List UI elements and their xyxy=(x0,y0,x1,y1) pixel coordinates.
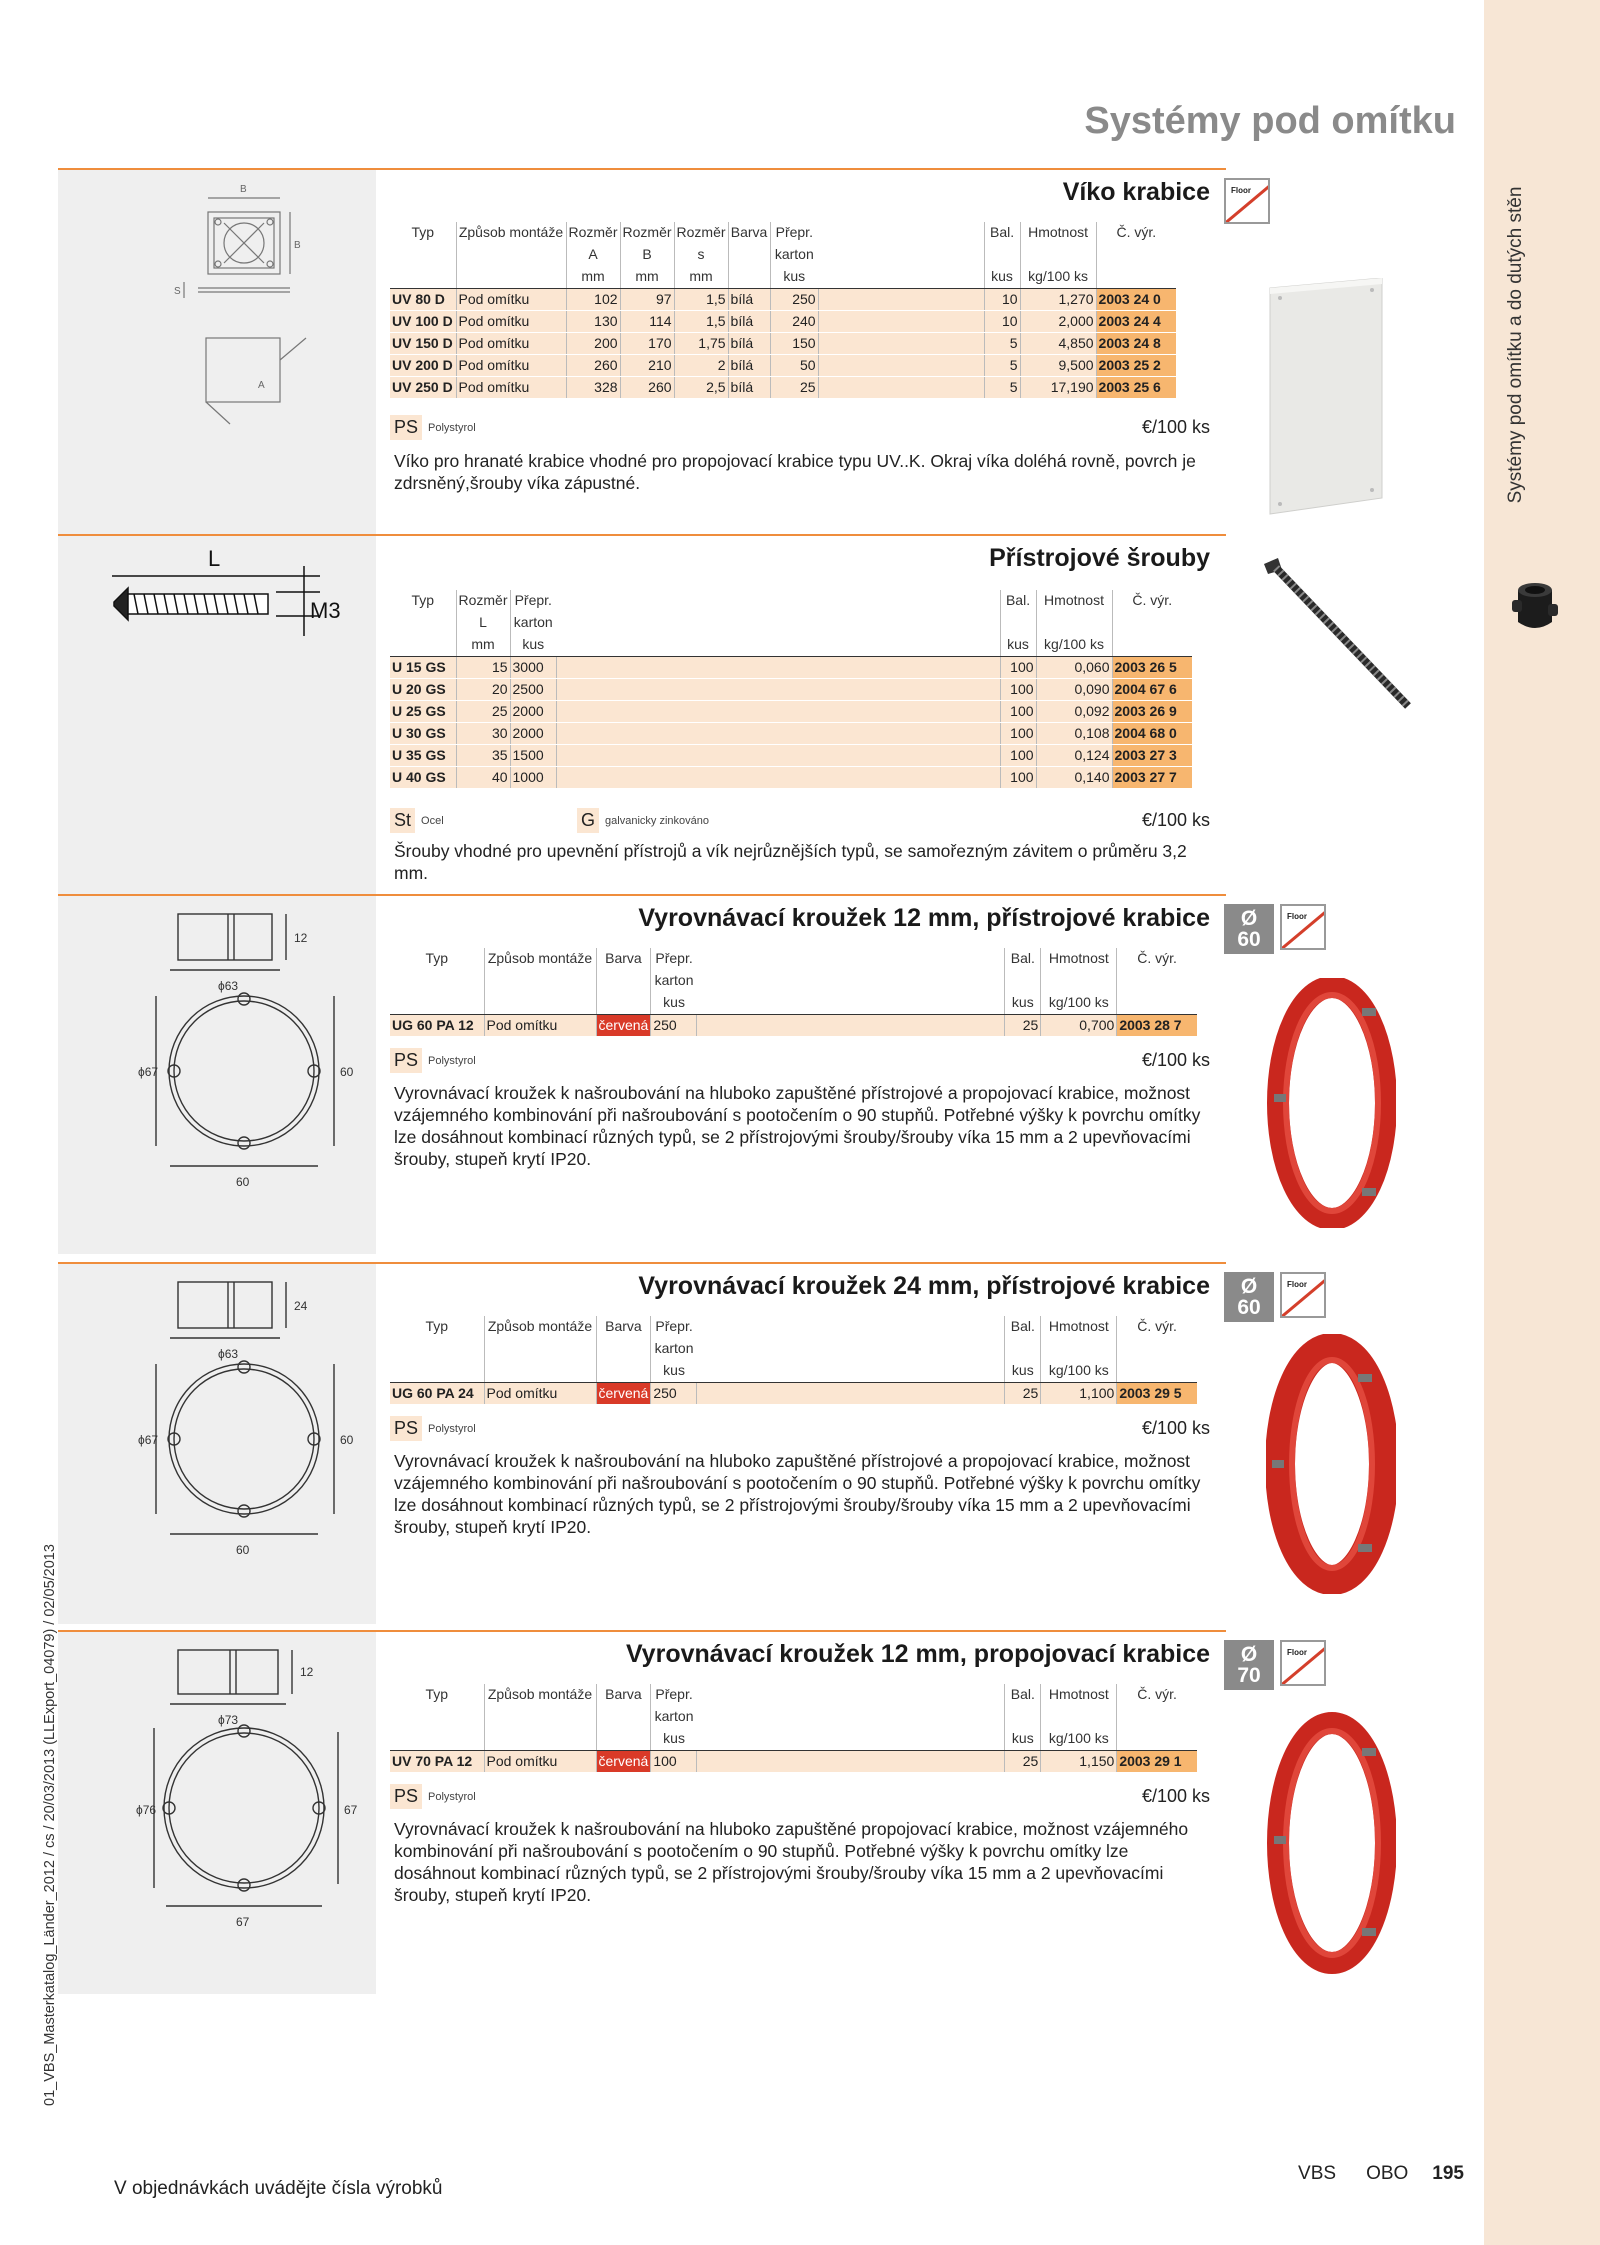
dimension-top: ϕ63 xyxy=(218,979,239,993)
price-unit: €/100 ks xyxy=(1141,1418,1210,1438)
badges xyxy=(1224,178,1270,224)
technical-drawing xyxy=(58,1264,376,1624)
dimension-height: 12 xyxy=(300,1665,314,1679)
col-carton: Přepr. xyxy=(651,948,697,970)
section-title: Přístrojové šrouby xyxy=(989,544,1210,572)
page-header-title: Systémy pod omítku xyxy=(1084,100,1456,142)
material-tag: PS xyxy=(390,1048,422,1073)
technical-drawing xyxy=(58,170,376,536)
table-units-row: mm kus kus kg/100 ks xyxy=(390,634,1192,656)
dimension-height: 24 xyxy=(294,1299,308,1313)
table-row: UV 70 PA 12 Pod omítku červená 100 25 1,150 2003 29 1 xyxy=(390,1750,1197,1772)
product-photo-lid xyxy=(1266,278,1386,518)
floor-line-badge: Floor xyxy=(1280,904,1326,950)
table-units-row: kus kus kg/100 ks xyxy=(390,992,1197,1014)
col-typ: Typ xyxy=(425,950,449,966)
product-photo-screw xyxy=(1258,556,1418,716)
col-color: Barva xyxy=(596,948,651,970)
material-label: Polystyrol xyxy=(428,421,476,434)
section-title: Vyrovnávací kroužek 12 mm, přístrojové krabice xyxy=(638,904,1210,932)
badges xyxy=(1224,904,1326,954)
section-title: Vyrovnávací kroužek 24 mm, přístrojové krabice xyxy=(638,1272,1210,1300)
dimension-bottom: 67 xyxy=(236,1915,250,1929)
dimension-b-side: B xyxy=(294,240,301,251)
price-unit: €/100 ks xyxy=(1141,417,1210,437)
section-title: Vyrovnávací kroužek 12 mm, propojovací krabice xyxy=(625,1640,1210,1668)
col-typ: Typ xyxy=(411,224,435,240)
table-row: UV 80 D Pod omítku 102 97 1,5 bílá 250 10 1,270 2003 24 0 xyxy=(390,288,1176,310)
col-weight: Hmotnost xyxy=(1020,222,1096,244)
table-row: U 25 GS 25 2000 100 0,092 2003 26 9 xyxy=(390,700,1192,722)
table-units-row: kus kus kg/100 ks xyxy=(390,1360,1197,1382)
section-ring-12-junction xyxy=(58,1630,1307,2000)
catalog-reference: 01_VBS_Masterkatalog_Länder_2012 / cs / 20/03/2013 (LLExport_04079) / 02/05/2013 xyxy=(42,1544,58,2106)
spec-table: Typ Způsob montáže Barva Přepr. Bal. Hmotnost Č. výr. karton kus kus kg/100 ks UV 70 PA 12 Pod omítku červená 100 25 1,150 2003 29 1 xyxy=(390,1684,1197,1773)
col-carton: Přepr. xyxy=(651,1684,697,1706)
col-mounting: Způsob montáže xyxy=(456,222,566,244)
col-typ: Typ xyxy=(425,1318,449,1334)
col-mounting: Způsob montáže xyxy=(484,1316,596,1338)
table-units-row: kus kus kg/100 ks xyxy=(390,1728,1197,1750)
floor-line-badge: Floor xyxy=(1280,1272,1326,1318)
col-item-no: Č. výr. xyxy=(1096,222,1176,244)
product-photo-ring xyxy=(1266,1334,1396,1594)
table-row: U 20 GS 20 2500 100 0,090 2004 67 6 xyxy=(390,678,1192,700)
material-label: Polystyrol xyxy=(428,1422,476,1435)
dimension-a: A xyxy=(258,380,265,391)
footer-note: V objednávkách uvádějte čísla výrobků xyxy=(114,2178,443,2199)
col-carton: Přepr. xyxy=(510,590,556,612)
floor-line-badge: Floor xyxy=(1224,178,1270,224)
col-dim-a: Rozměr xyxy=(566,222,620,244)
col-mounting: Způsob montáže xyxy=(484,1684,596,1706)
col-weight: Hmotnost xyxy=(1041,1684,1117,1706)
material-info xyxy=(390,1048,476,1073)
price-unit: €/100 ks xyxy=(1141,810,1210,830)
material-label: Polystyrol xyxy=(428,1790,476,1803)
col-pack: Bal. xyxy=(1005,1684,1041,1706)
table-row: UV 250 D Pod omítku 328 260 2,5 bílá 25 5 17,190 2003 25 6 xyxy=(390,376,1176,398)
col-color: Barva xyxy=(728,222,770,244)
table-row: UG 60 PA 12 Pod omítku červená 250 25 0,700 2003 28 7 xyxy=(390,1014,1197,1036)
section-content xyxy=(390,1632,1210,1994)
section-ring-12-device xyxy=(58,894,1307,1254)
technical-drawing xyxy=(58,896,376,1254)
col-pack: Bal. xyxy=(1000,590,1036,612)
material-info xyxy=(390,1416,476,1441)
technical-drawing xyxy=(58,536,376,896)
table-row: UV 150 D Pod omítku 200 170 1,75 bílá 150 5 4,850 2003 24 8 xyxy=(390,332,1176,354)
dimension-bottom: 60 xyxy=(236,1175,250,1189)
material-info xyxy=(390,1784,476,1809)
col-weight: Hmotnost xyxy=(1041,1316,1117,1338)
section-content xyxy=(390,536,1210,896)
section-title: Víko krabice xyxy=(1062,178,1210,206)
col-item-no: Č. výr. xyxy=(1117,948,1197,970)
description: Vyrovnávací kroužek k našroubování na hluboko zapuštěné propojovací krabice, možnost vzájemného kombinování při našroubování s pootočením o 90 stupňů. Potřebné výšky k povrchu omítky lze dosáhnout kombinací různých typů, se 2 přístrojovými šrouby/šrouby víka 15 mm a 2 upevňovacími šrouby, stupeň krytí IP20. xyxy=(394,1819,1189,1905)
section-pristrojove-srouby xyxy=(58,534,1226,894)
table-row: UV 200 D Pod omítku 260 210 2 bílá 50 5 9,500 2003 25 2 xyxy=(390,354,1176,376)
diameter-badge: Ø 60 xyxy=(1224,1272,1274,1322)
col-item-no: Č. výr. xyxy=(1112,590,1192,612)
side-label: Systémy pod omítku a do dutých stěn xyxy=(1505,186,1526,504)
description: Vyrovnávací kroužek k našroubování na hluboko zapuštěné přístrojové a propojovací krabice, možnost vzájemného kombinování při našroubování s pootočením o 90 stupňů. Potřebné výšky k povrchu omítky lze dosáhnout kombinací různých typů, se 2 přístrojovými šrouby/šrouby víka 15 mm a 2 upevňovacími šrouby, stupeň krytí IP20. xyxy=(394,1083,1201,1169)
badges xyxy=(1224,1272,1326,1322)
col-carton: Přepr. xyxy=(770,222,818,244)
col-carton: Přepr. xyxy=(651,1316,697,1338)
col-length: Rozměr xyxy=(456,590,510,612)
table-row: U 35 GS 35 1500 100 0,124 2003 27 3 xyxy=(390,744,1192,766)
product-photo-ring xyxy=(1266,978,1396,1228)
section-ring-24-device xyxy=(58,1262,1307,1630)
dimension-left: ϕ67 xyxy=(138,1065,159,1079)
dimension-left: ϕ76 xyxy=(136,1803,157,1817)
price-unit: €/100 ks xyxy=(1141,1786,1210,1806)
section-content xyxy=(390,1264,1210,1624)
col-weight: Hmotnost xyxy=(1036,590,1112,612)
spec-table xyxy=(390,222,1176,399)
material-label: Ocel xyxy=(421,814,444,827)
dimension-s: S xyxy=(174,286,181,297)
table-row: U 30 GS 30 2000 100 0,108 2004 68 0 xyxy=(390,722,1192,744)
brand-obo: OBO xyxy=(1366,2163,1409,2184)
col-pack: Bal. xyxy=(984,222,1020,244)
page-number: 195 xyxy=(1432,2163,1464,2184)
dimension-b-top: B xyxy=(240,184,247,195)
col-dim-s: Rozměr xyxy=(674,222,728,244)
table-row: U 40 GS 40 1000 100 0,140 2003 27 7 xyxy=(390,766,1192,788)
dimension-height: 12 xyxy=(294,931,308,945)
dimension-right: 67 xyxy=(344,1803,358,1817)
section-content xyxy=(390,896,1210,1254)
section-content xyxy=(390,170,1210,536)
finish-label: galvanicky zinkováno xyxy=(605,814,709,827)
spec-table: Typ Rozměr Přepr. Bal. Hmotnost Č. výr. L karton mm kus kus kg/100 ks U 15 GS 15 3000 100 0,060 2003 26 5 U 20 GS 20 2500 100 0,090 2004 67 6 U 25 GS 25 2000 100 0,092 2003 26 9 U 30 GS 30 2000 100 0,108 2004 68 0 U 35 GS 35 1500 100 0,124 2003 27 3 U 40 GS 40 1000 100 0,140 2003 27 7 xyxy=(390,590,1192,789)
col-dim-b: Rozměr xyxy=(620,222,674,244)
table-header-row-2: A B s karton xyxy=(390,244,1176,266)
dimension-top: ϕ63 xyxy=(218,1347,239,1361)
table-row: UG 60 PA 24 Pod omítku červená 250 25 1,100 2003 29 5 xyxy=(390,1382,1197,1404)
description: Šrouby vhodné pro upevnění přístrojů a vík nejrůznějších typů, se samořezným závitem o průměru 3,2 mm. xyxy=(394,841,1187,883)
price-unit: €/100 ks xyxy=(1141,1050,1210,1070)
badges xyxy=(1224,1640,1326,1690)
material-info xyxy=(390,808,709,833)
material-tag: PS xyxy=(390,1416,422,1441)
table-header-row xyxy=(390,222,1176,244)
dimension-bottom: 60 xyxy=(236,1543,250,1557)
floor-line-badge: Floor xyxy=(1280,1640,1326,1686)
col-typ: Typ xyxy=(425,1686,449,1702)
spec-table: Typ Způsob montáže Barva Přepr. Bal. Hmotnost Č. výr. karton kus kus kg/100 ks UG 60 PA 12 Pod omítku červená 250 25 0,700 2003 28 7 xyxy=(390,948,1197,1037)
material-tag: PS xyxy=(390,1784,422,1809)
dimension-right: 60 xyxy=(340,1065,354,1079)
col-color: Barva xyxy=(596,1684,651,1706)
material-tag: St xyxy=(390,808,415,833)
col-weight: Hmotnost xyxy=(1041,948,1117,970)
footer-brand xyxy=(1298,2163,1464,2185)
dimension-right: 60 xyxy=(340,1433,354,1447)
material-label: Polystyrol xyxy=(428,1054,476,1067)
dimension-top: ϕ73 xyxy=(218,1713,239,1727)
table-units-row: mm mm mm kus kus kg/100 ks xyxy=(390,266,1176,288)
table-row: U 15 GS 15 3000 100 0,060 2003 26 5 xyxy=(390,656,1192,678)
dimension-l: L xyxy=(208,546,221,571)
col-typ: Typ xyxy=(411,592,435,608)
col-item-no: Č. výr. xyxy=(1117,1684,1197,1706)
col-color: Barva xyxy=(596,1316,651,1338)
dimension-left: ϕ67 xyxy=(138,1433,159,1447)
table-row: UV 100 D Pod omítku 130 114 1,5 bílá 240 10 2,000 2003 24 4 xyxy=(390,310,1176,332)
material-info xyxy=(390,415,476,440)
dimension-m3: M3 xyxy=(310,598,341,623)
material-tag: PS xyxy=(390,415,422,440)
spec-table: Typ Způsob montáže Barva Přepr. Bal. Hmotnost Č. výr. karton kus kus kg/100 ks UG 60 PA 24 Pod omítku červená 250 25 1,100 2003 29 5 xyxy=(390,1316,1197,1405)
product-photo-ring xyxy=(1266,1712,1396,1974)
conduit-box-icon xyxy=(1512,578,1558,645)
technical-drawing xyxy=(58,1632,376,1994)
diameter-badge: Ø 60 xyxy=(1224,904,1274,954)
col-item-no: Č. výr. xyxy=(1117,1316,1197,1338)
col-pack: Bal. xyxy=(1005,1316,1041,1338)
section-viko-krabice xyxy=(58,168,1251,534)
finish-tag: G xyxy=(577,808,599,833)
description: Víko pro hranaté krabice vhodné pro propojovací krabice typu UV..K. Okraj víka doléhá rovně, povrch je zdrsněný,šrouby víka zápustné. xyxy=(394,451,1196,493)
brand-vbs: VBS xyxy=(1298,2163,1337,2184)
col-pack: Bal. xyxy=(1005,948,1041,970)
diameter-badge: Ø 70 xyxy=(1224,1640,1274,1690)
col-mounting: Způsob montáže xyxy=(484,948,596,970)
description: Vyrovnávací kroužek k našroubování na hluboko zapuštěné přístrojové a propojovací krabice, možnost vzájemného kombinování při našroubování s pootočením o 90 stupňů. Potřebné výšky k povrchu omítky lze dosáhnout kombinací různých typů, se 2 přístrojovými šrouby/šrouby víka 15 mm a 2 upevňovacími šrouby, stupeň krytí IP20. xyxy=(394,1451,1201,1537)
